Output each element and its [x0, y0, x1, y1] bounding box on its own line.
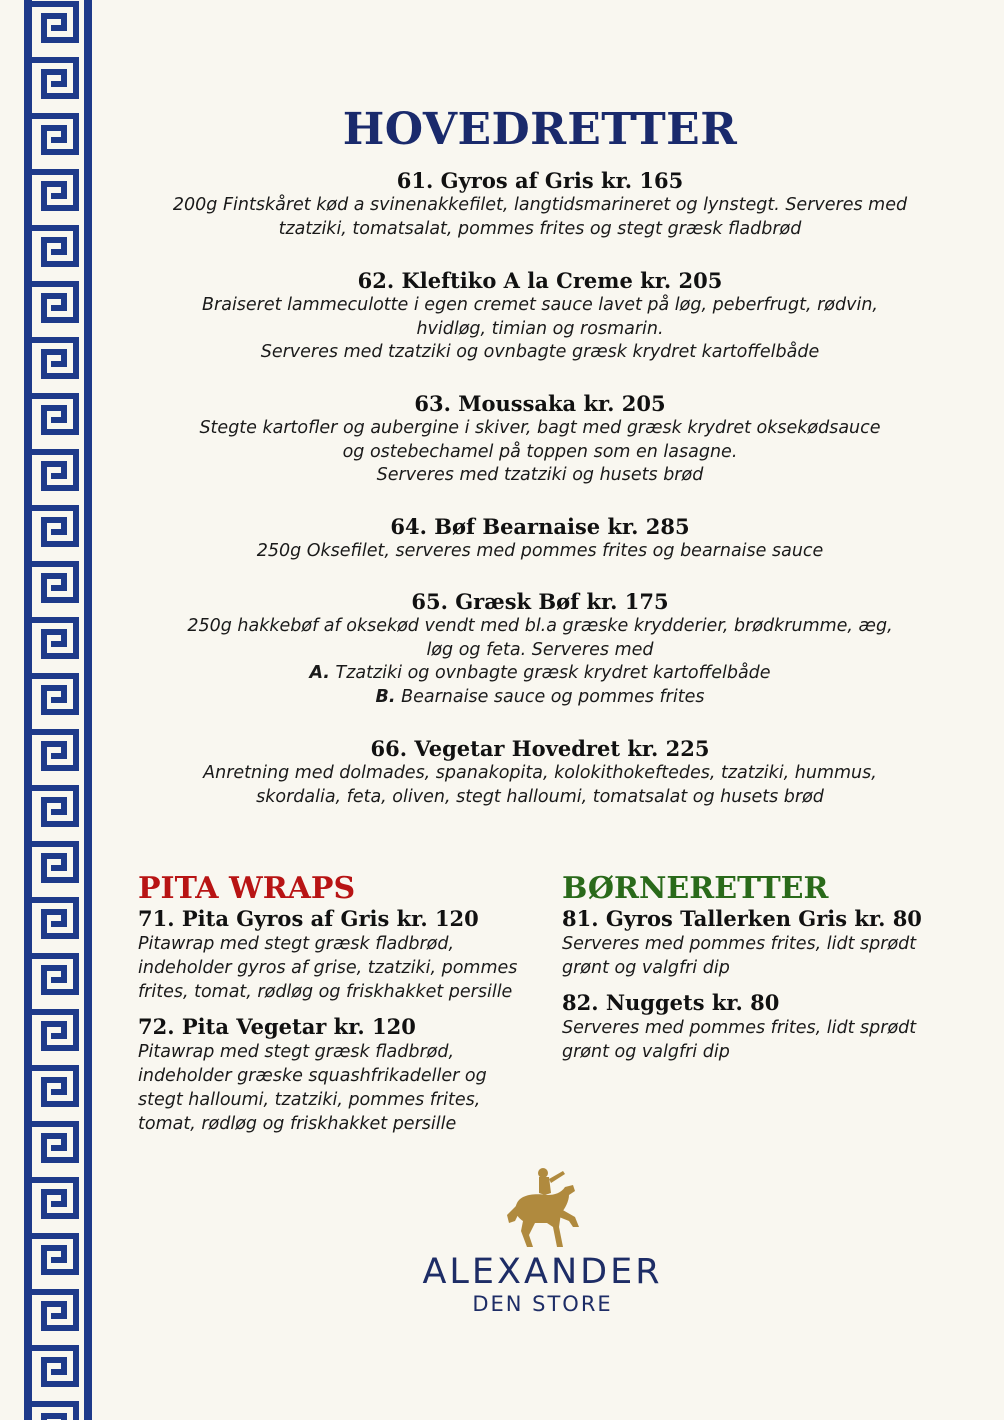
born-item-82: [562, 990, 962, 1064]
dish-name: 64. Bøf Bearnaise kr. 285: [390, 514, 690, 539]
dish-description: [138, 1040, 538, 1136]
dish-description: [140, 615, 940, 709]
born-title: BØRNERETTER: [562, 871, 829, 906]
desc-line: Serveres med pommes frites, lidt sprødt: [562, 1018, 917, 1038]
greek-key-border: [24, 0, 92, 1420]
dish-name: 72. Pita Vegetar kr. 120: [138, 1014, 416, 1039]
option-a: [140, 662, 940, 686]
desc-line: indeholder græske squashfrikadeller og: [138, 1066, 487, 1086]
dish-name: 61. Gyros af Gris kr. 165: [396, 168, 684, 193]
pita-item-72: [138, 1014, 538, 1136]
dish-description: [140, 762, 940, 809]
dish-name: 63. Moussaka kr. 205: [414, 391, 666, 416]
page-title: HOVEDRETTER: [342, 104, 738, 155]
dish-description: [562, 1016, 962, 1064]
dish-description: [138, 932, 538, 1004]
dish-63: [140, 391, 940, 488]
dish-name: 71. Pita Gyros af Gris kr. 120: [138, 906, 479, 931]
dish-name: 62. Kleftiko A la Creme kr. 205: [357, 268, 723, 293]
desc-line: Stegte kartofler og aubergine i skiver, bagt med græsk krydret oksekødsauce: [199, 418, 881, 438]
dish-name: 65. Græsk Bøf kr. 175: [411, 589, 669, 614]
desc-line: 250g hakkebøf af oksekød vendt med bl.a græske krydderier, brødkrumme, æg,: [187, 616, 893, 636]
logo: [420, 1165, 665, 1317]
dish-description: [562, 932, 962, 980]
desc-line: frites, tomat, rødløg og friskhakket persille: [138, 982, 513, 1002]
option-text: Bearnaise sauce og pommes frites: [395, 686, 705, 707]
born-section: [562, 872, 962, 1074]
desc-line: grønt og valgfri dip: [562, 958, 730, 978]
desc-line: Serveres med tzatziki og ovnbagte græsk krydret kartoffelbåde: [260, 342, 820, 362]
desc-line: 200g Fintskåret kød a svinenakkefilet, langtidsmarineret og lynstegt. Serveres med: [172, 195, 908, 215]
desc-line: 250g Oksefilet, serveres med pommes frites og bearnaise sauce: [256, 541, 824, 561]
pita-section: [138, 872, 538, 1146]
desc-line: Anretning med dolmades, spanakopita, kolokithokeftedes, tzatziki, hummus,: [203, 763, 877, 783]
desc-line: hvidløg, timian og rosmarin.: [416, 318, 664, 339]
dish-name: 81. Gyros Tallerken Gris kr. 80: [562, 906, 922, 931]
desc-line: indeholder gyros af grise, tzatziki, pommes: [138, 958, 518, 978]
desc-line: Serveres med tzatziki og husets brød: [376, 465, 704, 485]
dish-description: [140, 417, 940, 488]
desc-line: Serveres med pommes frites, lidt sprødt: [562, 934, 917, 954]
dish-62: [140, 268, 940, 365]
option-b: [140, 686, 940, 710]
dish-description: [140, 194, 940, 241]
desc-line: og ostebechamel på toppen som en lasagne.: [342, 441, 738, 462]
desc-line: løg og feta. Serveres med: [426, 639, 654, 660]
option-letter: B.: [375, 686, 396, 707]
desc-line: stegt halloumi, tzatziki, pommes frites,: [138, 1090, 481, 1110]
dish-name: 82. Nuggets kr. 80: [562, 990, 780, 1015]
option-text: Tzatziki og ovnbagte græsk krydret kartoffelbåde: [329, 663, 771, 683]
dish-name: 66. Vegetar Hovedret kr. 225: [370, 736, 710, 761]
desc-line: Pitawrap med stegt græsk fladbrød,: [138, 1042, 455, 1062]
dish-64: [140, 514, 940, 564]
desc-line: Pitawrap med stegt græsk fladbrød,: [138, 934, 455, 954]
desc-line: skordalia, feta, oliven, stegt halloumi, tomatsalat og husets brød: [256, 786, 824, 807]
horse-rider-icon: [503, 1165, 583, 1253]
option-letter: A.: [309, 663, 330, 683]
pita-item-71: [138, 906, 538, 1004]
logo-word-den-store: DEN STORE: [472, 1292, 613, 1316]
born-item-81: [562, 906, 962, 980]
pita-title: PITA WRAPS: [138, 871, 356, 906]
dish-description: [140, 540, 940, 564]
dish-description: [140, 294, 940, 365]
logo-word-alexander: ALEXANDER: [422, 1252, 663, 1292]
dish-61: [140, 168, 940, 241]
desc-line: tomat, rødløg og friskhakket persille: [138, 1114, 457, 1134]
desc-line: Braiseret lammeculotte i egen cremet sauce lavet på løg, peberfrugt, rødvin,: [202, 295, 878, 315]
dish-65: [140, 589, 940, 709]
dish-66: [140, 736, 940, 809]
desc-line: grønt og valgfri dip: [562, 1042, 730, 1062]
desc-line: tzatziki, tomatsalat, pommes frites og stegt græsk fladbrød: [278, 218, 802, 239]
